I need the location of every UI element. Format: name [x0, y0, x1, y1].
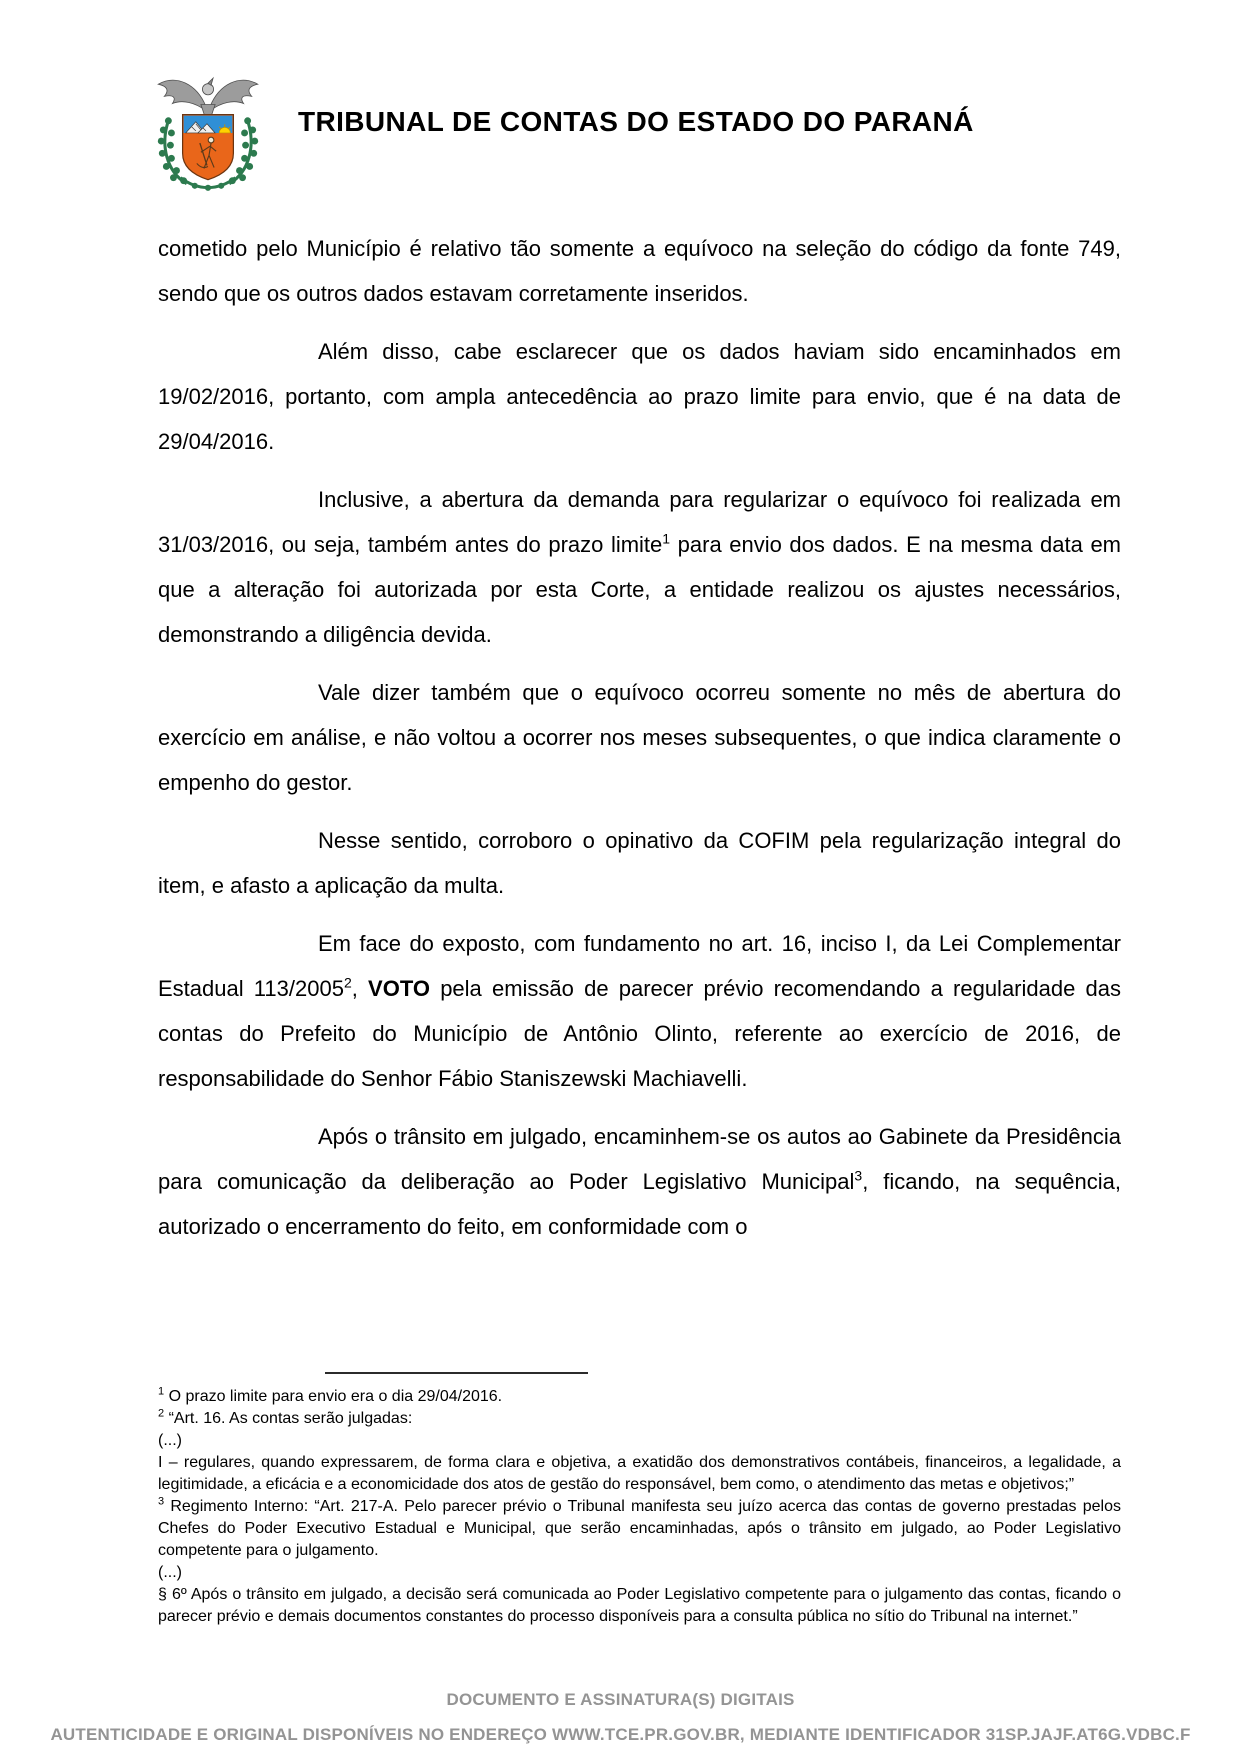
footnote-line: $^1$ O prazo limite para envio era o dia 29/04/2016.	[158, 1385, 503, 1405]
footer-line-2: AUTENTICIDADE E ORIGINAL DISPONÍVEIS NO ENDEREÇO WWW.TCE.PR.GOV.BR, MEDIANTE IDENTIFICADOR 31SP.JAJF.AT6G.VDBC.F	[50, 1725, 1191, 1744]
footnote-separator	[325, 1372, 588, 1374]
footnote-line: (...)	[158, 1564, 182, 1581]
paragraph-text: Além disso, cabe esclarecer que os dados haviam sido encaminhados em 19/02/2016, portanto, com ampla antecedência ao prazo limite para envio, que é na data de 29/04/2016.	[158, 339, 1121, 454]
body-paragraph	[158, 477, 1121, 657]
footnote-line: § 6º Após o trânsito em julgado, a decisão será comunicada ao Poder Legislativo competente para o julgamento das contas, ficando o parecer prévio e demais documentos constantes do processo disponíveis para a consulta pública no sítio do Tribunal na internet.”	[158, 1586, 1121, 1625]
paragraph-text: cometido pelo Município é relativo tão somente a equívoco na seleção do código da fonte 749, sendo que os outros dados estavam corretamente inseridos.	[158, 236, 1121, 306]
paragraph-text: Vale dizer também que o equívoco ocorreu somente no mês de abertura do exercício em análise, e não voltou a ocorrer nos meses subsequentes, o que indica claramente o empenho do gestor.	[158, 680, 1121, 795]
body-paragraph	[158, 226, 1121, 316]
eagle	[158, 78, 258, 117]
paragraph-text: Em face do exposto, com fundamento no art. 16, inciso I, da Lei Complementar Estadual 113/2005	[158, 931, 1121, 1001]
emphasis-text: VOTO	[368, 976, 430, 1001]
paragraph-text: Inclusive, a abertura da demanda para regularizar o equívoco foi realizada em 31/03/2016, ou seja, também antes do prazo limite	[158, 487, 1121, 557]
footnote-reference: 2	[343, 974, 352, 991]
paragraph-text: , ficando, na sequência, autorizado o encerramento do feito, em conformidade com o	[158, 1169, 1121, 1239]
page-title: TRIBUNAL DE CONTAS DO ESTADO DO PARANÁ	[298, 106, 974, 137]
document-footer	[0, 1682, 1241, 1752]
footnote-marker: 3	[158, 1495, 165, 1508]
body-paragraph	[158, 329, 1121, 464]
footnote-line: $^3$ Regimento Interno: “Art. 217-A. Pelo parecer prévio o Tribunal manifesta seu juízo acerca das contas de governo prestadas pelos Chefes do Poder Executivo Estadual e Municipal, que serão encaminhadas, após o trânsito em julgado, ao Poder Legislativo competente para o julgamento.	[158, 1495, 1121, 1559]
paragraph-text: para envio dos dados. E na mesma data em que a alteração foi autorizada por esta Corte, a entidade realizou os ajustes necessários, demonstrando a diligência devida.	[158, 532, 1121, 647]
document-body	[158, 226, 1121, 1262]
footnote	[158, 1386, 1121, 1408]
footnote-line: I – regulares, quando expressarem, de forma clara e objetiva, a exatidão dos demonstrativos contábeis, financeiros, a legalidade, a legitimidade, a eficácia e a economicidade dos atos de gestão do responsável, bem como, o atendimento das metas e objetivos;”	[158, 1454, 1121, 1493]
footnote-marker: 2	[158, 1407, 165, 1420]
paragraph-text: pela emissão de parecer prévio recomendando a regularidade das contas do Prefeito do Município de Antônio Olinto, referente ao exercício de 2016, de responsabilidade do Senhor Fábio Staniszewski Machiavelli.	[158, 976, 1121, 1091]
footnote-reference: 3	[854, 1167, 863, 1184]
body-paragraph	[158, 1114, 1121, 1249]
footnote-marker: 1	[158, 1385, 165, 1398]
body-paragraph	[158, 818, 1121, 908]
body-paragraph	[158, 670, 1121, 805]
footnote	[158, 1496, 1121, 1628]
body-paragraph	[158, 921, 1121, 1101]
footnote-line: $^2$ “Art. 16. As contas serão julgadas:	[158, 1407, 413, 1427]
footnote	[158, 1408, 1121, 1496]
footnotes-section	[158, 1386, 1121, 1628]
footnote-line: (...)	[158, 1432, 182, 1449]
paragraph-text: ,	[351, 976, 369, 1001]
paragraph-text: Após o trânsito em julgado, encaminhem-se os autos ao Gabinete da Presidência para comunicação da deliberação ao Poder Legislativo Municipal	[158, 1124, 1121, 1194]
footer-line-1: DOCUMENTO E ASSINATURA(S) DIGITAIS	[446, 1690, 795, 1709]
shield	[183, 115, 234, 180]
footnote-reference: 1	[662, 530, 671, 547]
paragraph-text: Nesse sentido, corroboro o opinativo da COFIM pela regularização integral do item, e afasto a aplicação da multa.	[158, 828, 1121, 898]
parana-coat-of-arms-logo	[152, 72, 264, 200]
